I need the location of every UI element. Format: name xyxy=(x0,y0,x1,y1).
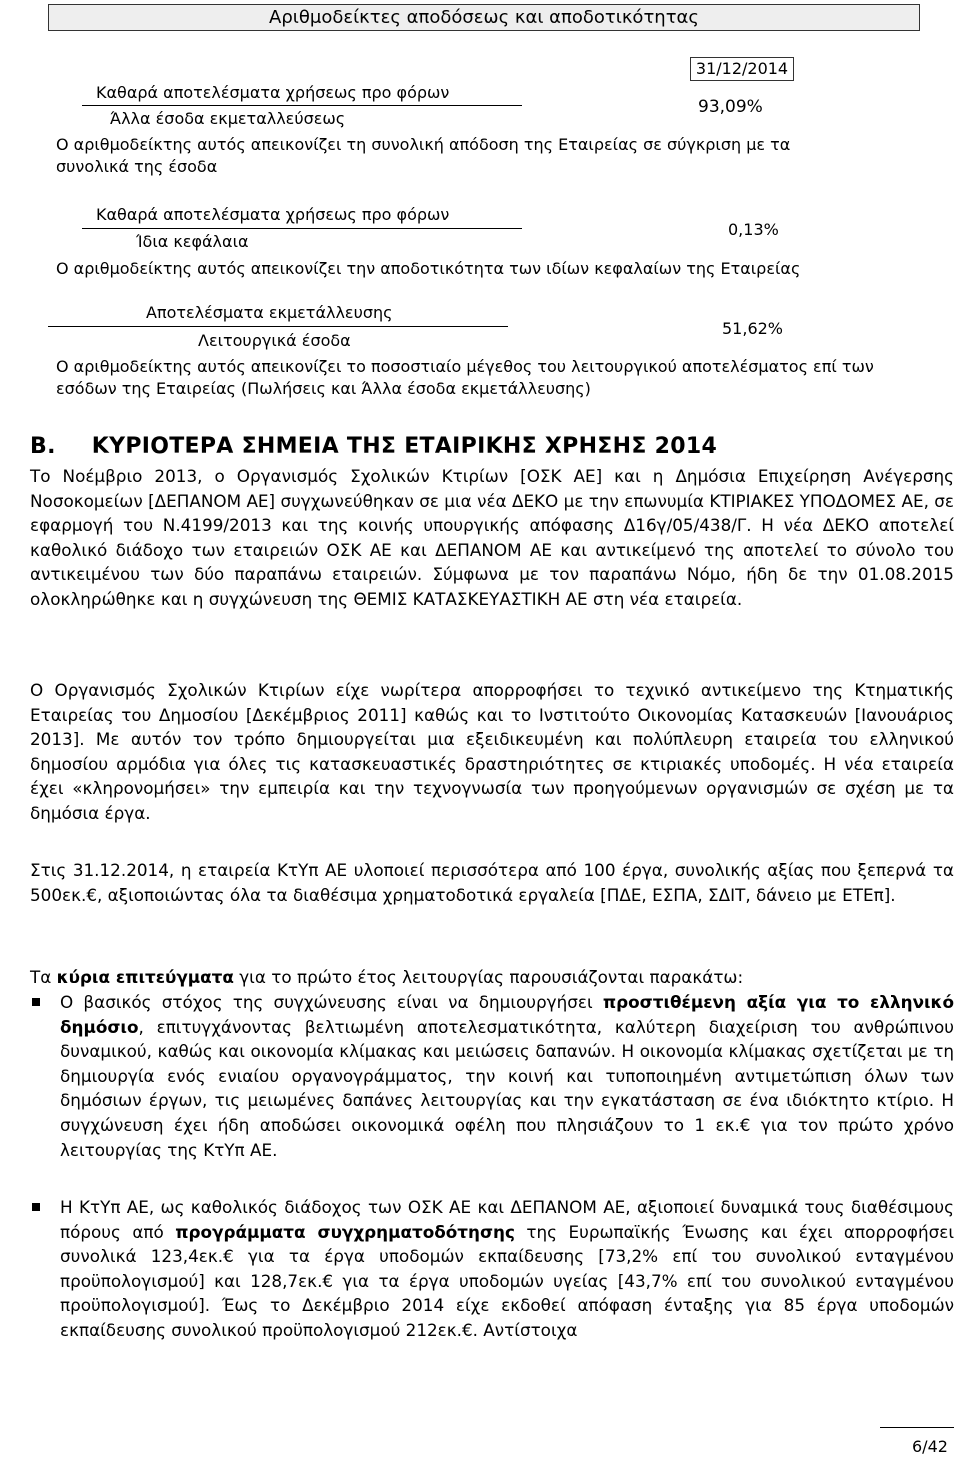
achievements-intro: Τα κύρια επιτεύγματα για το πρώτο έτος λειτουργίας παρουσιάζονται παρακάτω: xyxy=(30,967,744,987)
ratio-2-value: 0,13% xyxy=(728,220,779,239)
ratio-2-numerator: Καθαρά αποτελέσματα χρήσεως προ φόρων xyxy=(96,205,450,224)
ratio-2-denominator: Ίδια κεφάλαια xyxy=(136,232,249,251)
ratio-1-denominator: Άλλα έσοδα εκμεταλλεύσεως xyxy=(110,109,346,128)
bullet-1-bold: προστιθέμενη αξία για το ελληνικό δημόσιο xyxy=(60,992,954,1037)
bullet-marker-1 xyxy=(32,998,40,1006)
ratio-1-description: Ο αριθμοδείκτης αυτός απεικονίζει τη συνολική απόδοση της Εταιρείας σε σύγκριση με τα συνολικά της έσοδα xyxy=(56,135,791,176)
bullet-item-2: Η ΚτΥπ ΑΕ, ως καθολικός διάδοχος των ΟΣΚ ΑΕ και ΔΕΠΑΝΟΜ ΑΕ, αξιοποιεί δυναμικά τους διαθέσιμους πόρους από προγράμματα συγχρηματοδότησης της Ευρωπαϊκής Ένωσης και έχει απορροφήσει συνολικά 123,4εκ.€ για τα έργα υποδομών εκπαίδευσης [73,2% επί του συνολικού ενταγμένου προϋπολογισμού] και 128,7εκ.€ για τα έργα υποδομών υγείας [43,7% επί του συνολικού ενταγμένου προϋπολογισμού]. Έως το Δεκέμβριο 2014 είχε εκδοθεί απόφαση ένταξης για 85 έργα υποδομών εκπαίδευσης συνολικού προϋπολογισμού 212εκ.€. Αντίστοιχα xyxy=(60,1197,955,1340)
section-number: B. xyxy=(30,434,56,459)
paragraph-merger: Το Νοέμβριο 2013, ο Οργανισμός Σχολικών Κτιρίων [ΟΣΚ ΑΕ] και η Δημόσια Επιχείρηση Ανέγερσης Νοσοκομείων [ΔΕΠΑΝΟΜ ΑΕ] συγχωνεύθηκαν σε μια νέα ΔΕΚΟ με την επωνυμία ΚΤΙΡΙΑΚΕΣ ΥΠΟΔΟΜΕΣ ΑΕ, σε εφαρμογή του Ν.4199/2013 και της κοινής υπουργικής απόφασης Δ16γ/05/438/Γ. Η νέα ΔΕΚΟ αποτελεί καθολικό διάδοχο των εταιρειών ΟΣΚ ΑΕ και ΔΕΠΑΝΟΜ ΑΕ και αντικείμενό της αποτελεί το σύνολο του αντικειμένου των δύο παραπάνω εταιρειών. Σύμφωνα με τον παραπάνω Νόμο, ήδη δε την 01.08.2015 ολοκληρώθηκε και η συγχώνευση της ΘΕΜΙΣ ΚΑΤΑΣΚΕΥΑΣΤΙΚΗ ΑΕ στη νέα εταιρεία. xyxy=(30,466,954,609)
achievements-intro-bold: κύρια επιτεύγματα xyxy=(56,967,234,987)
ratio-3-fraction-line xyxy=(48,326,508,327)
ratio-1-fraction-line xyxy=(82,105,522,106)
bullet-item-1: Ο βασικός στόχος της συγχώνευσης είναι να δημιουργήσει προστιθέμενη αξία για το ελληνικό δημόσιο, επιτυγχάνοντας βελτιωμένη αποτελεσματικότητα, καλύτερη διαχείριση του ανθρώπινου δυναμικού, καθώς και οικονομία κλίμακας και μειώσεις δαπανών. Η οικονομία κλίμακας σχετίζεται με τη δημιουργία ενός ενιαίου οργανογράμματος, την κοινή και τυποποιημένη αντιμετώπιση όλων των δημόσιων έργων, τις μειωμένες δαπάνες λειτουργίας και την εγκατάσταση σε ένα ιδιόκτητο κτίριο. Η συγχώνευση έχει ήδη αποδώσει οικονομικά οφέλη που πλησιάζουν το 1 εκ.€ για τον πρώτο χρόνο λειτουργίας της ΚτΥπ ΑΕ. xyxy=(60,992,954,1160)
report-date: 31/12/2014 xyxy=(690,57,794,81)
bullet-marker-2 xyxy=(32,1203,40,1211)
footer-rule xyxy=(880,1427,954,1428)
ratio-3-numerator: Αποτελέσματα εκμετάλλευσης xyxy=(146,303,393,322)
section-title xyxy=(30,432,717,462)
page-number: 6/42 xyxy=(912,1437,948,1456)
section-heading: ΚΥΡΙΟΤΕΡΑ ΣΗΜΕΙΑ ΤΗΣ ΕΤΑΙΡΙΚΗΣ ΧΡΗΣΗΣ 2014 xyxy=(91,434,718,459)
ratio-3-value: 51,62% xyxy=(722,319,784,338)
paragraph-history: Ο Οργανισμός Σχολικών Κτιρίων είχε νωρίτερα απορροφήσει το τεχνικό αντικείμενο της Κτηματικής Εταιρείας του Δημοσίου [Δεκέμβριος 2011] καθώς και το Ινστιτούτο Οικονομίας Κατασκευών [Ιανουάριος 2013]. Με αυτόν τον τρόπο δημιουργείται μια εξειδικευμένη και πολύπλευρη εταιρεία του ελληνικού δημοσίου αρμόδια για όλες τις κατασκευαστικές δραστηριότητες σε κτιριακές υποδομές. Η νέα εταιρεία έχει «κληρονομήσει» την εμπειρία και την τεχνογνωσία των προηγούμενων οργανισμών σε σχέση με τα δημόσια έργα. xyxy=(30,680,954,823)
ratio-3-denominator: Λειτουργικά έσοδα xyxy=(198,331,351,350)
ratio-1-value: 93,09% xyxy=(698,97,763,117)
ratio-2-description: Ο αριθμοδείκτης αυτός απεικονίζει την αποδοτικότητα των ιδίων κεφαλαίων της Εταιρείας xyxy=(56,259,801,278)
ratio-2-fraction-line xyxy=(82,228,522,229)
ratio-1-numerator: Καθαρά αποτελέσματα χρήσεως προ φόρων xyxy=(96,83,450,102)
ratio-3-description: Ο αριθμοδείκτης αυτός απεικονίζει το ποσοστιαίο μέγεθος του λειτουργικού αποτελέσματος επί των εσόδων της Εταιρείας (Πωλήσεις και Άλλα έσοδα εκμετάλλευσης) xyxy=(56,357,874,398)
page-header: Αριθμοδείκτες αποδόσεως και αποδοτικότητας xyxy=(48,4,920,31)
paragraph-projects: Στις 31.12.2014, η εταιρεία ΚτΥπ ΑΕ υλοποιεί περισσότερα από 100 έργα, συνολικής αξίας που ξεπερνά τα 500εκ.€, αξιοποιώντας όλα τα διαθέσιμα χρηματοδοτικά εργαλεία [ΠΔΕ, ΕΣΠΑ, ΣΔΙΤ, δάνειο με ΕΤΕπ]. xyxy=(30,860,954,905)
bullet-2-bold: προγράμματα συγχρηματοδότησης xyxy=(175,1221,515,1242)
